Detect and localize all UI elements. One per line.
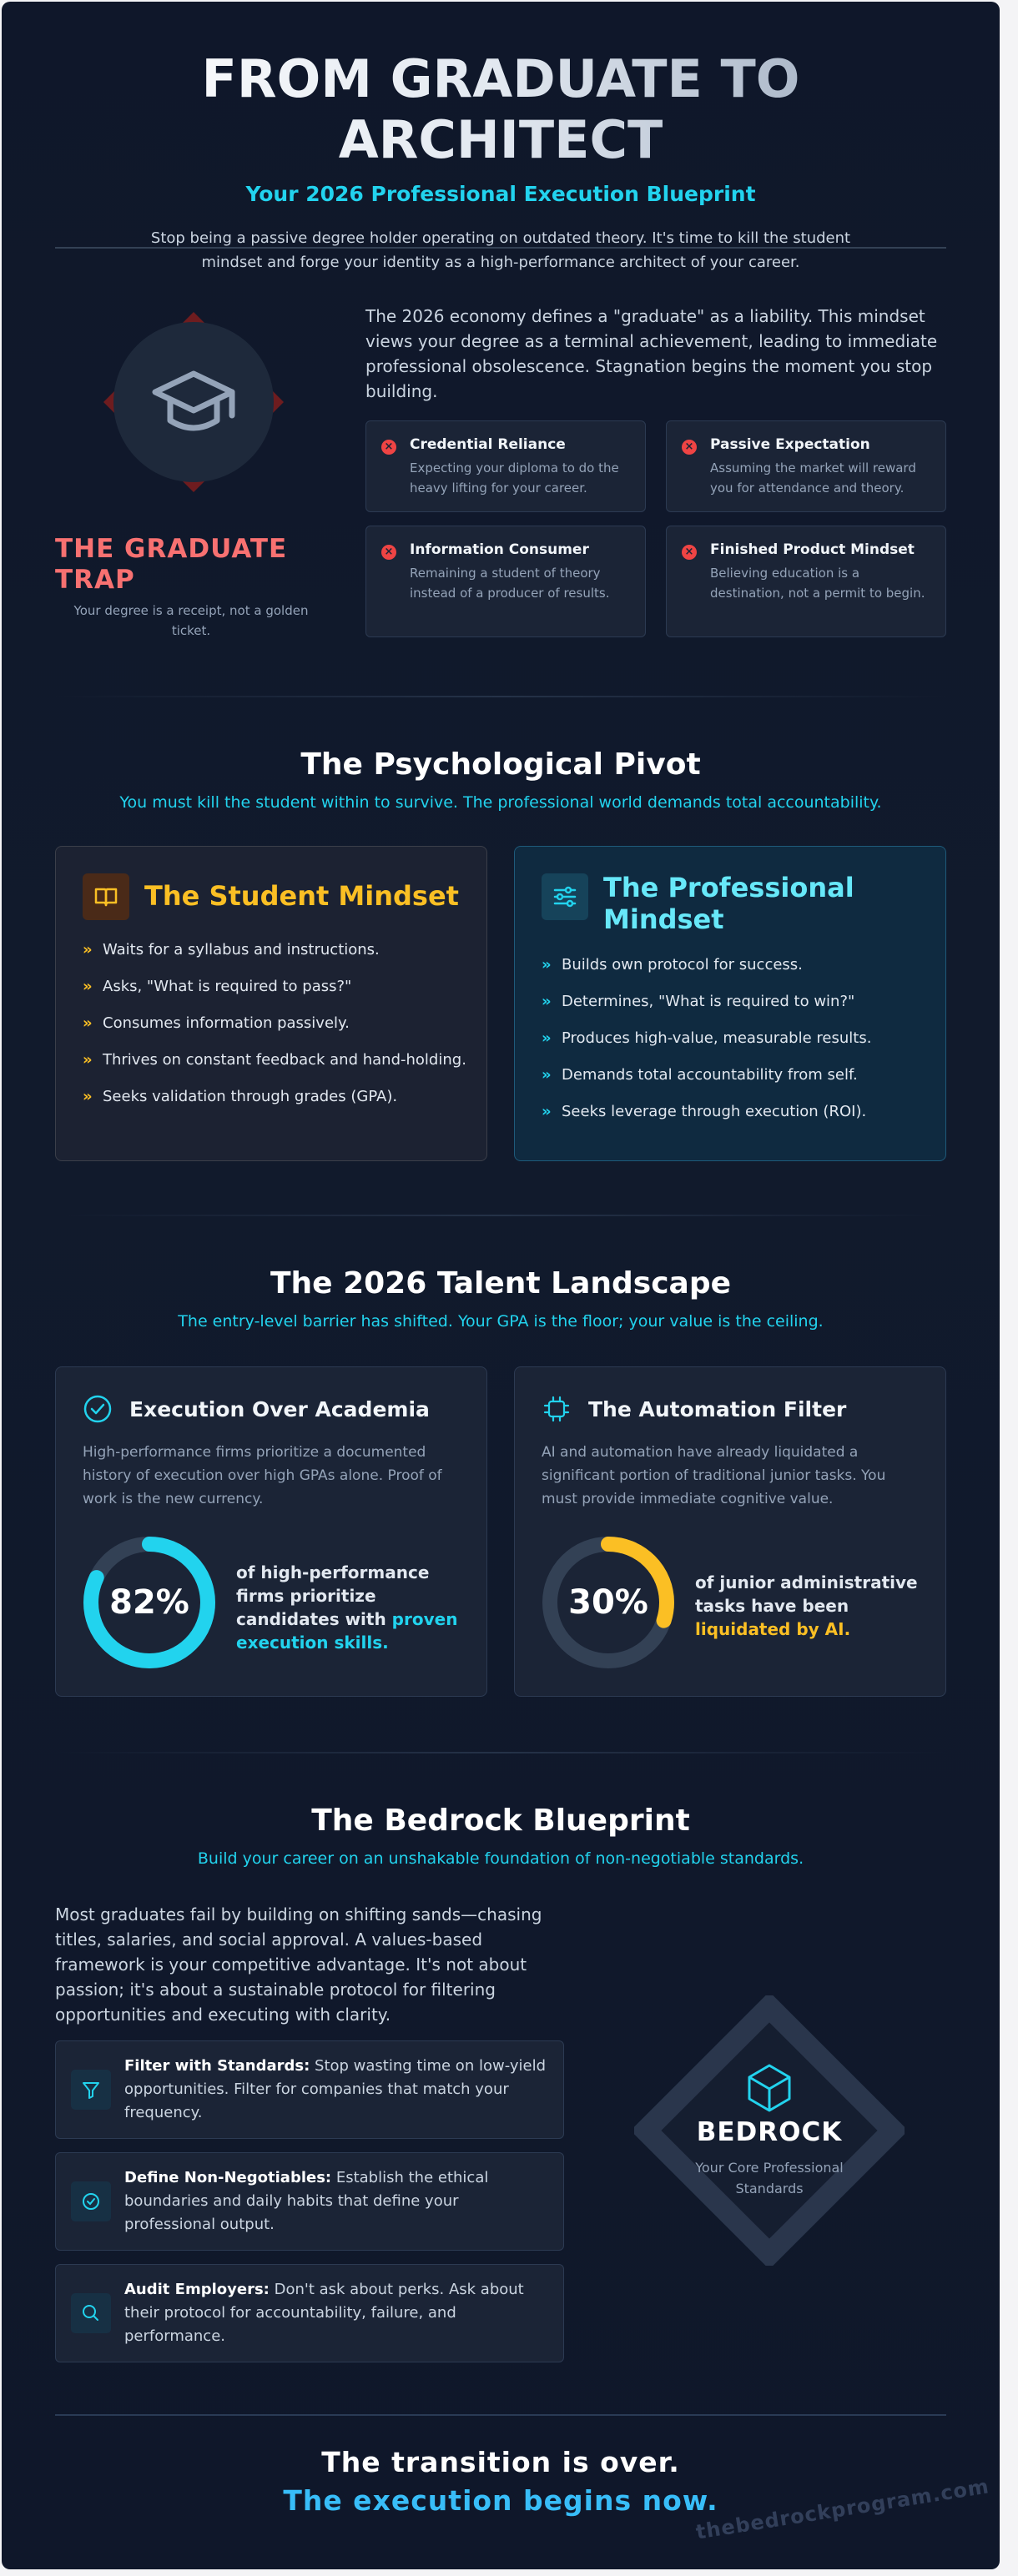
list-item: » Consumes information passively. (83, 1014, 350, 1032)
trap-card (666, 526, 946, 637)
trap-title: THE GRADUATE TRAP (55, 534, 288, 595)
trap-card-text: Believing education is a destination, not a permit to begin. (710, 566, 925, 601)
trap-card-text: Remaining a student of theory instead of a producer of results. (410, 566, 610, 601)
talent-header (55, 1266, 946, 1331)
talent-card-text: AI and automation have already liquidated a significant portion of traditional junior tasks. You must provide immediate cognitive value. (542, 1444, 886, 1507)
infographic-page (2, 2, 1000, 2569)
list-item: » Produces high-value, measurable results. (542, 1029, 872, 1047)
donut-percent-label: 82% (109, 1583, 189, 1622)
talent-title: The 2026 Talent Landscape (270, 1266, 732, 1301)
bedrock-item-text: Stop wasting time on low-yield opportunities. Filter for companies that match your frequency. (124, 2057, 547, 2121)
pivot-header (55, 747, 946, 812)
book-icon (83, 873, 129, 920)
trap-card-title: Passive Expectation (710, 436, 870, 453)
bedrock-badge-name: BEDROCK (696, 2117, 843, 2147)
list-item: » Thrives on constant feedback and hand-holding. (83, 1051, 466, 1069)
student-mindset-list (83, 938, 466, 1122)
bedrock-description: Most graduates fail by building on shifting sands—chasing titles, salaries, and social approval. A values-based framework is your competitive advantage. It's not about passion; it's about a sustainable protocol for filtering opportunities and executing with clarity. (55, 1904, 542, 2025)
trap-card-title: Information Consumer (410, 541, 589, 558)
trap-card-title: Finished Product Mindset (710, 541, 915, 558)
footer-divider (55, 2414, 946, 2416)
trap-description: The 2026 economy defines a "graduate" as a liability. This mindset views your degree as a terminal achievement, leading to immediate professional obsolescence. Stagnation begins the moment you stop building. (365, 306, 938, 401)
x-circle-icon: × (682, 440, 697, 455)
bedrock-item-label: Audit Employers: (124, 2281, 270, 2298)
bedrock-badge-tagline: Your Core Professional Standards (695, 2160, 844, 2196)
intro-text: Stop being a passive degree holder operating on outdated theory. It's time to kill the student mindset and forge your identity as a high-performance architect of your career. (150, 229, 851, 271)
list-item: » Seeks validation through grades (GPA). (83, 1088, 398, 1105)
talent-card-title: Execution Over Academia (129, 1397, 430, 1421)
trap-card-title: Credential Reliance (410, 436, 566, 453)
talent-card-automation (514, 1366, 946, 1697)
graduation-cap-icon (102, 310, 285, 494)
x-circle-icon: × (381, 545, 396, 560)
talent-stat: of junior administrative tasks have been liquidated by AI. (695, 1572, 918, 1639)
trap-card-text: Expecting your diploma to do the heavy lifting for your career. (410, 460, 619, 496)
trap-card (365, 526, 646, 637)
section-divider (55, 1215, 946, 1216)
target-check-icon (71, 2181, 111, 2221)
chip-icon (542, 1394, 572, 1424)
student-mindset-card (55, 846, 487, 1161)
trap-card-text: Assuming the market will reward you for attendance and theory. (710, 460, 916, 496)
talent-card-execution (55, 1366, 487, 1697)
sliders-icon (542, 873, 588, 920)
pivot-subtitle: You must kill the student within to survive. The professional world demands total accountability. (119, 793, 882, 812)
list-item: » Builds own protocol for success. (542, 956, 803, 974)
page-title: FROM GRADUATE TO ARCHITECT (55, 48, 946, 170)
professional-mindset-list (542, 953, 925, 1137)
bedrock-item-label: Filter with Standards: (124, 2057, 310, 2075)
professional-mindset-title: The Professional Mindset (603, 872, 854, 935)
talent-card-title: The Automation Filter (588, 1397, 847, 1421)
x-circle-icon: × (682, 545, 697, 560)
talent-stat: of high-performance firms prioritize candidates with proven execution skills. (236, 1562, 458, 1653)
trap-card (666, 420, 946, 512)
section-divider (55, 1752, 946, 1753)
list-item: » Seeks leverage through execution (ROI). (542, 1103, 867, 1120)
header-divider (55, 247, 946, 249)
section-divider (55, 696, 946, 697)
bedrock-item-label: Define Non-Negotiables: (124, 2169, 332, 2186)
donut-percent-label: 30% (568, 1583, 648, 1622)
bedrock-header (55, 1804, 946, 1868)
bedrock-item (55, 2040, 564, 2139)
filter-icon (71, 2070, 111, 2110)
closing-line-1: The transition is over. (321, 2446, 680, 2478)
trap-card (365, 420, 646, 512)
trap-subtitle: Your degree is a receipt, not a golden ticket. (73, 603, 309, 638)
professional-mindset-card (514, 846, 946, 1161)
check-circle-icon (83, 1394, 113, 1424)
bedrock-item (55, 2152, 564, 2251)
pivot-title: The Psychological Pivot (300, 747, 701, 782)
talent-card-text: High-performance firms prioritize a documented history of execution over high GPAs alone. Proof of work is the new currency. (83, 1444, 442, 1507)
bedrock-subtitle: Build your career on an unshakable foundation of non-negotiable standards. (197, 1849, 804, 1868)
bedrock-item-text: Establish the ethical boundaries and daily habits that define your professional output. (124, 2169, 489, 2233)
list-item: » Determines, "What is required to win?" (542, 993, 855, 1010)
bedrock-item-text: Don't ask about perks. Ask about their protocol for accountability, failure, and performance. (124, 2281, 524, 2345)
closing-line-2: The execution begins now. (283, 2484, 718, 2517)
x-circle-icon: × (381, 440, 396, 455)
page-subtitle: Your 2026 Professional Execution Blueprint (245, 182, 756, 206)
talent-subtitle: The entry-level barrier has shifted. Your GPA is the floor; your value is the ceiling. (178, 1312, 824, 1331)
header (55, 48, 946, 274)
bedrock-item (55, 2264, 564, 2362)
list-item: » Asks, "What is required to pass?" (83, 978, 352, 995)
search-icon (71, 2293, 111, 2333)
list-item: » Waits for a syllabus and instructions. (83, 941, 380, 958)
watermark: thebedrockprogram.com (694, 2474, 991, 2544)
bedrock-title: The Bedrock Blueprint (311, 1804, 690, 1838)
student-mindset-title: The Student Mindset (144, 880, 459, 912)
list-item: » Demands total accountability from self. (542, 1066, 858, 1084)
